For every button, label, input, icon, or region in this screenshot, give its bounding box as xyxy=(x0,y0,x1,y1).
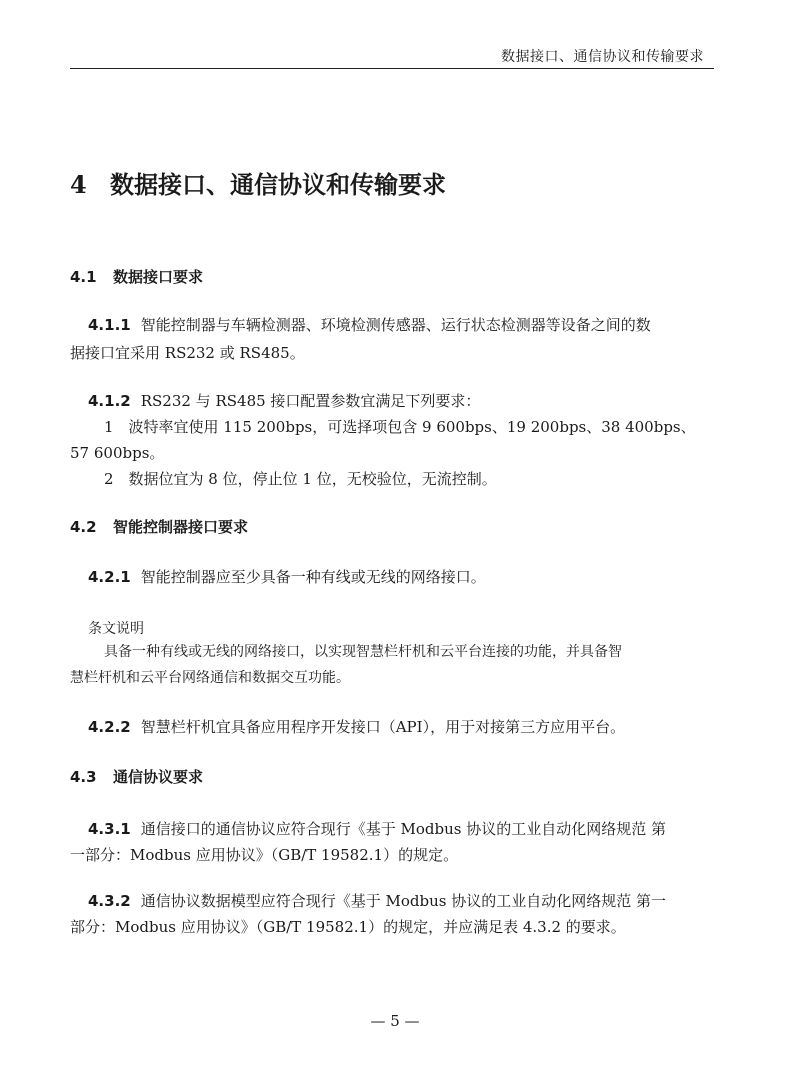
clause-number: 4.3.2 xyxy=(88,892,131,910)
section-title: 数据接口要求 xyxy=(113,268,204,286)
clause-number: 4.1.1 xyxy=(88,316,131,334)
page-number: — 5 — xyxy=(370,1012,420,1030)
note-title: 条文说明 xyxy=(88,621,144,637)
clause-number: 4.3.1 xyxy=(88,820,131,838)
clause-text: RS232 与 RS485 接口配置参数宜满足下列要求： xyxy=(140,392,481,410)
list-item-2: 2 数据位宜为 8 位，停止位 1 位，无校验位，无流控制。 xyxy=(104,470,497,488)
clause-4-2-1-line1 xyxy=(88,562,486,592)
section-heading-4-1 xyxy=(70,266,203,287)
header-rule xyxy=(70,68,714,69)
chapter-title-text: 数据接口、通信协议和传输要求 xyxy=(110,170,446,199)
clause-text: 智慧栏杆机宜具备应用程序开发接口（API），用于对接第三方应用平台。 xyxy=(140,718,626,736)
chapter-number: 4 xyxy=(70,170,87,199)
clause-number: 4.1.2 xyxy=(88,392,131,410)
section-heading-4-2 xyxy=(70,516,248,537)
clause-number: 4.2.1 xyxy=(88,568,131,586)
section-heading-4-3 xyxy=(70,766,203,787)
clause-text: 通信接口的通信协议应符合现行《基于 Modbus 协议的工业自动化网络规范 第 xyxy=(140,820,666,838)
clause-4-3-1-line2: 一部分：Modbus 应用协议》（GB/T 19582.1）的规定。 xyxy=(70,846,459,864)
section-number: 4.1 xyxy=(70,268,97,286)
section-title: 智能控制器接口要求 xyxy=(113,518,249,536)
clause-4-3-2-line2: 部分：Modbus 应用协议》（GB/T 19582.1）的规定，并应满足表 4.3.2 的要求。 xyxy=(70,918,626,936)
running-header: 数据接口、通信协议和传输要求 xyxy=(501,49,704,65)
list-item-1-line2: 57 600bps。 xyxy=(70,444,165,462)
clause-text: 通信协议数据模型应符合现行《基于 Modbus 协议的工业自动化网络规范 第一 xyxy=(140,892,666,910)
clause-text: 智能控制器应至少具备一种有线或无线的网络接口。 xyxy=(140,568,486,586)
section-number: 4.3 xyxy=(70,768,97,786)
clause-4-1-1-line2: 据接口宜采用 RS232 或 RS485。 xyxy=(70,344,305,362)
section-number: 4.2 xyxy=(70,518,97,536)
note-line2: 慧栏杆机和云平台网络通信和数据交互功能。 xyxy=(70,670,350,686)
clause-text: 智能控制器与车辆检测器、环境检测传感器、运行状态检测器等设备之间的数 xyxy=(140,316,651,334)
clause-4-2-2-line1 xyxy=(88,712,625,742)
clause-number: 4.2.2 xyxy=(88,718,131,736)
note-line1: 具备一种有线或无线的网络接口，以实现智慧栏杆机和云平台连接的功能，并具备智 xyxy=(104,644,622,660)
chapter-title xyxy=(70,165,446,200)
list-item-1-line1: 1 波特率宜使用 115 200bps，可选择项包含 9 600bps、19 200bps、38 400bps、 xyxy=(104,418,696,436)
clause-4-1-1-line1 xyxy=(88,310,651,340)
section-title: 通信协议要求 xyxy=(113,768,204,786)
